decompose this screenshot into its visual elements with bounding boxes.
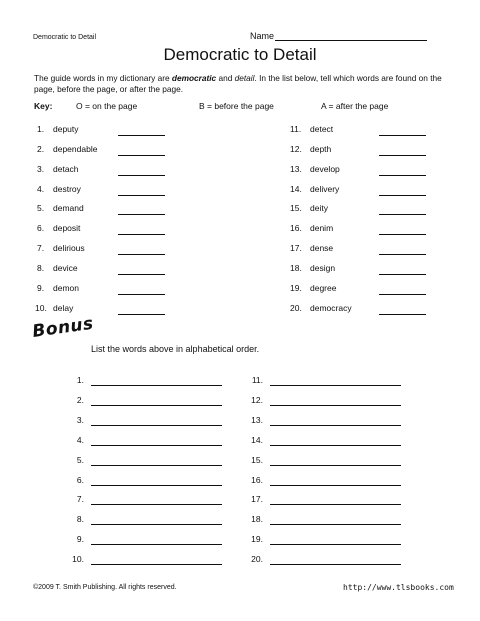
- answer-blank[interactable]: [379, 135, 426, 136]
- answer-blank[interactable]: [118, 234, 165, 235]
- bonus-answer-line[interactable]: [270, 485, 401, 486]
- instructions-text-2: and: [216, 73, 235, 83]
- key-on: O = on the page: [76, 101, 138, 111]
- word-item: deposit: [53, 223, 81, 234]
- bonus-answer-line[interactable]: [91, 465, 222, 466]
- answer-blank[interactable]: [118, 274, 165, 275]
- word-item: demon: [53, 282, 79, 293]
- website-link[interactable]: http://www.tlsbooks.com: [343, 583, 454, 592]
- answer-blank[interactable]: [118, 314, 165, 315]
- word-item: democracy: [310, 302, 352, 313]
- bonus-number: 17.: [251, 494, 263, 505]
- answer-blank[interactable]: [379, 155, 426, 156]
- answer-blank[interactable]: [379, 195, 426, 196]
- word-number: 5.: [37, 203, 45, 214]
- bonus-answer-line[interactable]: [270, 504, 401, 505]
- answer-blank[interactable]: [118, 254, 165, 255]
- word-number: 10.: [35, 302, 47, 313]
- answer-blank[interactable]: [118, 155, 165, 156]
- word-item: degree: [310, 282, 337, 293]
- bonus-answer-line[interactable]: [91, 425, 222, 426]
- bonus-answer-line[interactable]: [91, 564, 222, 565]
- instructions: [34, 73, 454, 94]
- answer-blank[interactable]: [379, 214, 426, 215]
- word-item: depth: [310, 143, 332, 154]
- bonus-number: 1.: [76, 375, 84, 385]
- bonus-answer-line[interactable]: [91, 485, 222, 486]
- word-number: 7.: [37, 243, 45, 254]
- word-item: deputy: [53, 124, 79, 134]
- word-number: 6.: [37, 223, 45, 234]
- answer-blank[interactable]: [379, 254, 426, 255]
- bonus-number: 20.: [251, 554, 263, 565]
- bonus-answer-line[interactable]: [91, 544, 222, 545]
- word-number: 9.: [37, 282, 45, 293]
- bonus-number: 6.: [76, 474, 84, 485]
- bonus-number: 14.: [251, 434, 263, 445]
- guide-word-2: detail: [234, 73, 255, 83]
- answer-blank[interactable]: [118, 135, 165, 136]
- word-item: destroy: [53, 183, 81, 194]
- word-number: 16.: [290, 223, 302, 234]
- word-number: 12.: [290, 143, 302, 154]
- answer-blank[interactable]: [118, 294, 165, 295]
- word-item: delivery: [310, 183, 340, 194]
- bonus-number: 13.: [251, 414, 263, 425]
- bonus-answer-line[interactable]: [270, 385, 401, 386]
- answer-blank[interactable]: [379, 274, 426, 275]
- bonus-answer-line[interactable]: [91, 385, 222, 386]
- bonus-title: Bonus: [31, 313, 95, 342]
- word-number: 15.: [290, 203, 302, 214]
- word-number: 19.: [290, 282, 302, 293]
- answer-blank[interactable]: [379, 234, 426, 235]
- word-item: demand: [53, 203, 84, 214]
- page-title: Democratic to Detail: [163, 45, 317, 64]
- bonus-number: 4.: [76, 434, 84, 445]
- word-item: dense: [310, 243, 334, 254]
- bonus-answer-line[interactable]: [270, 405, 401, 406]
- bonus-answer-line[interactable]: [91, 405, 222, 406]
- word-number: 20.: [290, 302, 302, 313]
- bonus-answer-line[interactable]: [91, 524, 222, 525]
- bonus-answer-line[interactable]: [270, 524, 401, 525]
- bonus-instruction: List the words above in alphabetical order.: [91, 344, 260, 354]
- answer-blank[interactable]: [379, 175, 426, 176]
- word-item: develop: [310, 163, 340, 174]
- word-number: 18.: [290, 262, 302, 273]
- bonus-number: 3.: [76, 414, 84, 425]
- bonus-number: 19.: [251, 534, 263, 545]
- bonus-number: 18.: [251, 514, 263, 525]
- word-item: delay: [53, 302, 74, 313]
- key-before: B = before the page: [199, 101, 274, 111]
- bonus-number: 16.: [251, 474, 263, 485]
- word-number: 11.: [290, 124, 302, 134]
- bonus-answer-line[interactable]: [270, 445, 401, 446]
- name-field-line[interactable]: [275, 40, 427, 41]
- bonus-number: 5.: [76, 454, 84, 465]
- word-item: device: [53, 262, 78, 273]
- bonus-number: 2.: [76, 394, 84, 405]
- bonus-number: 11.: [251, 375, 263, 385]
- instructions-text-3: . In the list below, tell which words are found on the page, before the page, or after the page.: [34, 73, 442, 94]
- answer-blank[interactable]: [118, 195, 165, 196]
- copyright: ©2009 T. Smith Publishing. All rights reserved.: [33, 584, 177, 591]
- instructions-text-1: The guide words in my dictionary are: [34, 73, 172, 83]
- word-number: 1.: [37, 124, 45, 134]
- word-item: denim: [310, 223, 334, 234]
- word-number: 2.: [37, 143, 45, 154]
- corner-title: Democratic to Detail: [33, 34, 97, 41]
- bonus-number: 9.: [76, 534, 84, 545]
- answer-blank[interactable]: [379, 294, 426, 295]
- word-number: 17.: [290, 243, 302, 254]
- word-item: design: [310, 262, 336, 273]
- answer-blank[interactable]: [118, 175, 165, 176]
- bonus-number: 15.: [251, 454, 263, 465]
- word-number: 4.: [37, 183, 45, 194]
- word-item: delirious: [53, 243, 85, 254]
- bonus-answer-line[interactable]: [270, 564, 401, 565]
- word-number: 3.: [37, 163, 45, 174]
- word-item: dependable: [53, 143, 98, 154]
- guide-word-1: democratic: [171, 73, 217, 83]
- bonus-answer-line[interactable]: [270, 465, 401, 466]
- name-label: Name: [250, 31, 275, 41]
- answer-blank[interactable]: [118, 214, 165, 215]
- bonus-number: 7.: [76, 494, 84, 505]
- bonus-answer-line[interactable]: [91, 504, 222, 505]
- word-item: detect: [310, 124, 334, 134]
- bonus-number: 10.: [72, 554, 84, 565]
- bonus-answer-line[interactable]: [91, 445, 222, 446]
- bonus-number: 8.: [76, 514, 84, 525]
- word-item: deity: [310, 203, 328, 214]
- key-label: Key:: [34, 101, 53, 111]
- bonus-answer-line[interactable]: [270, 544, 401, 545]
- word-item: detach: [53, 163, 79, 174]
- word-number: 8.: [37, 262, 45, 273]
- bonus-number: 12.: [251, 394, 263, 405]
- key-after: A = after the page: [321, 101, 389, 111]
- word-number: 14.: [290, 183, 302, 194]
- word-number: 13.: [290, 163, 302, 174]
- bonus-answer-line[interactable]: [270, 425, 401, 426]
- answer-blank[interactable]: [379, 314, 426, 315]
